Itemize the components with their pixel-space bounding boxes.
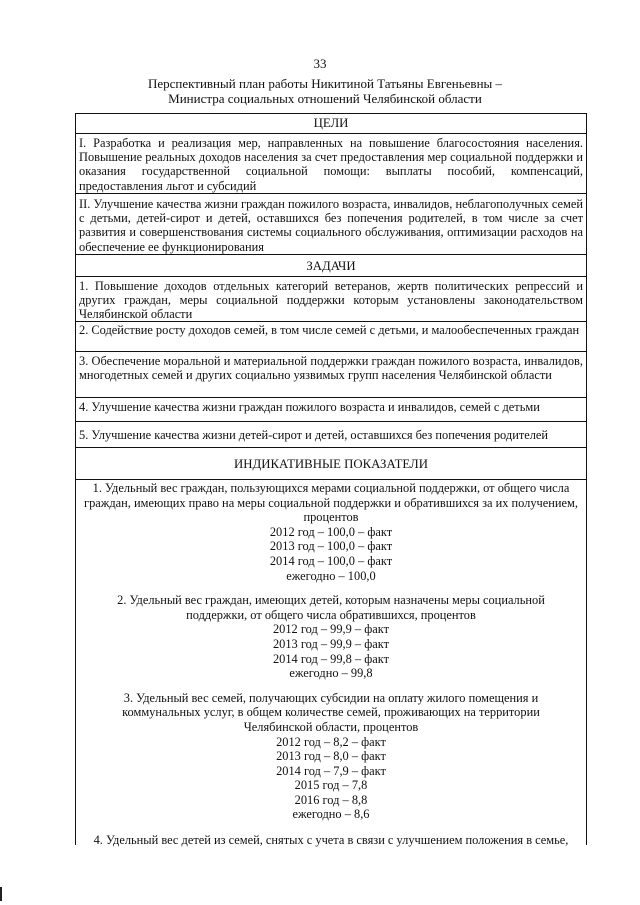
indicators-header: ИНДИКАТИВНЫЕ ПОКАЗАТЕЛИ: [76, 448, 586, 480]
indicator-3-title: 3. Удельный вес семей, получающих субсидии на оплату жилого помещения и коммунальных услуг, в общем количестве семей, проживающих на территории Челябинской области, процентов: [122, 690, 540, 734]
indicator-3-value: 2016 год – 8,8: [294, 792, 368, 807]
indicator-1-value: ежегодно – 100,0: [286, 568, 376, 583]
plan-title-line-2: Министра социальных отношений Челябинской области: [168, 91, 482, 106]
plan-table: [75, 113, 587, 848]
task-3: 3. Обеспечение моральной и материальной поддержки граждан пожилого возраста, инвалидов, многодетных семей и других социально уязвимых групп населения Челябинской области: [76, 352, 586, 398]
indicator-1-value: 2012 год – 100,0 – факт: [269, 524, 393, 539]
indicator-3-value: 2015 год – 7,8: [294, 778, 368, 793]
indicator-2-title: 2. Удельный вес граждан, имеющих детей, которым назначены меры социальной поддержки, от общего числа обратившихся, процентов: [117, 593, 545, 622]
indicator-3-value: 2014 год – 7,9 – факт: [276, 763, 386, 778]
goal-1: I. Разработка и реализация мер, направленных на повышение благосостояния населения. Повышение реальных доходов населения за счет предоставления мер социальной поддержки и оказания государственной социальной помощи: выплаты пособий, компенсаций, предоставления льгот и субсидий: [76, 134, 586, 194]
indicator-3-value: 2012 год – 8,2 – факт: [276, 734, 386, 749]
indicator-1-title: 1. Удельный вес граждан, пользующихся мерами социальной поддержки, от общего числа граждан, имеющих право на меры социальной поддержки и обратившихся за их получением, процентов: [84, 481, 578, 525]
tasks-header: ЗАДАЧИ: [76, 255, 586, 277]
goals-header: ЦЕЛИ: [76, 114, 586, 134]
indicator-1: [76, 481, 586, 583]
indicator-3-value: ежегодно – 8,6: [292, 807, 370, 822]
indicator-3-value: 2013 год – 8,0 – факт: [276, 749, 386, 764]
goal-2: II. Улучшение качества жизни граждан пожилого возраста, инвалидов, неблагополучных семей с детьми, детей-сирот и детей, оставшихся без попечения родителей, в том числе за счет развития и совершенствования системы социального обслуживания, оптимизации расходов на обеспечение ее функционирования: [76, 194, 586, 255]
indicator-2-value: 2012 год – 99,9 – факт: [272, 622, 390, 637]
task-4: 4. Улучшение качества жизни граждан пожилого возраста и инвалидов, семей с детьми: [76, 398, 586, 422]
task-1: 1. Повышение доходов отдельных категорий ветеранов, жертв политических репрессий и других граждан, меры социальной поддержки которым установлены законодательством Челябинской области: [76, 277, 586, 322]
indicator-2-value: 2013 год – 99,9 – факт: [272, 636, 390, 651]
indicator-2-value: ежегодно – 99,8: [289, 666, 373, 681]
indicator-4-title: 4. Удельный вес детей из семей, снятых с учета в связи с улучшением положения в семье,: [93, 833, 569, 848]
indicator-3: [76, 691, 586, 822]
plan-title: [60, 76, 590, 106]
task-2: 2. Содействие росту доходов семей, в том числе семей с детьми, и малообеспеченных граждан: [76, 322, 586, 352]
scan-edge-mark: [0, 887, 2, 901]
indicators-section: [76, 481, 586, 848]
plan-title-line-1: Перспективный план работы Никитиной Татьяны Евгеньевны –: [147, 76, 503, 91]
indicator-1-value: 2013 год – 100,0 – факт: [269, 539, 393, 554]
indicator-1-value: 2014 год – 100,0 – факт: [269, 553, 393, 568]
indicator-2-value: 2014 год – 99,8 – факт: [272, 651, 390, 666]
page-number: 33: [313, 56, 327, 71]
indicator-2: [76, 593, 586, 681]
task-5: 5. Улучшение качества жизни детей-сирот и детей, оставшихся без попечения родителей: [76, 422, 586, 448]
